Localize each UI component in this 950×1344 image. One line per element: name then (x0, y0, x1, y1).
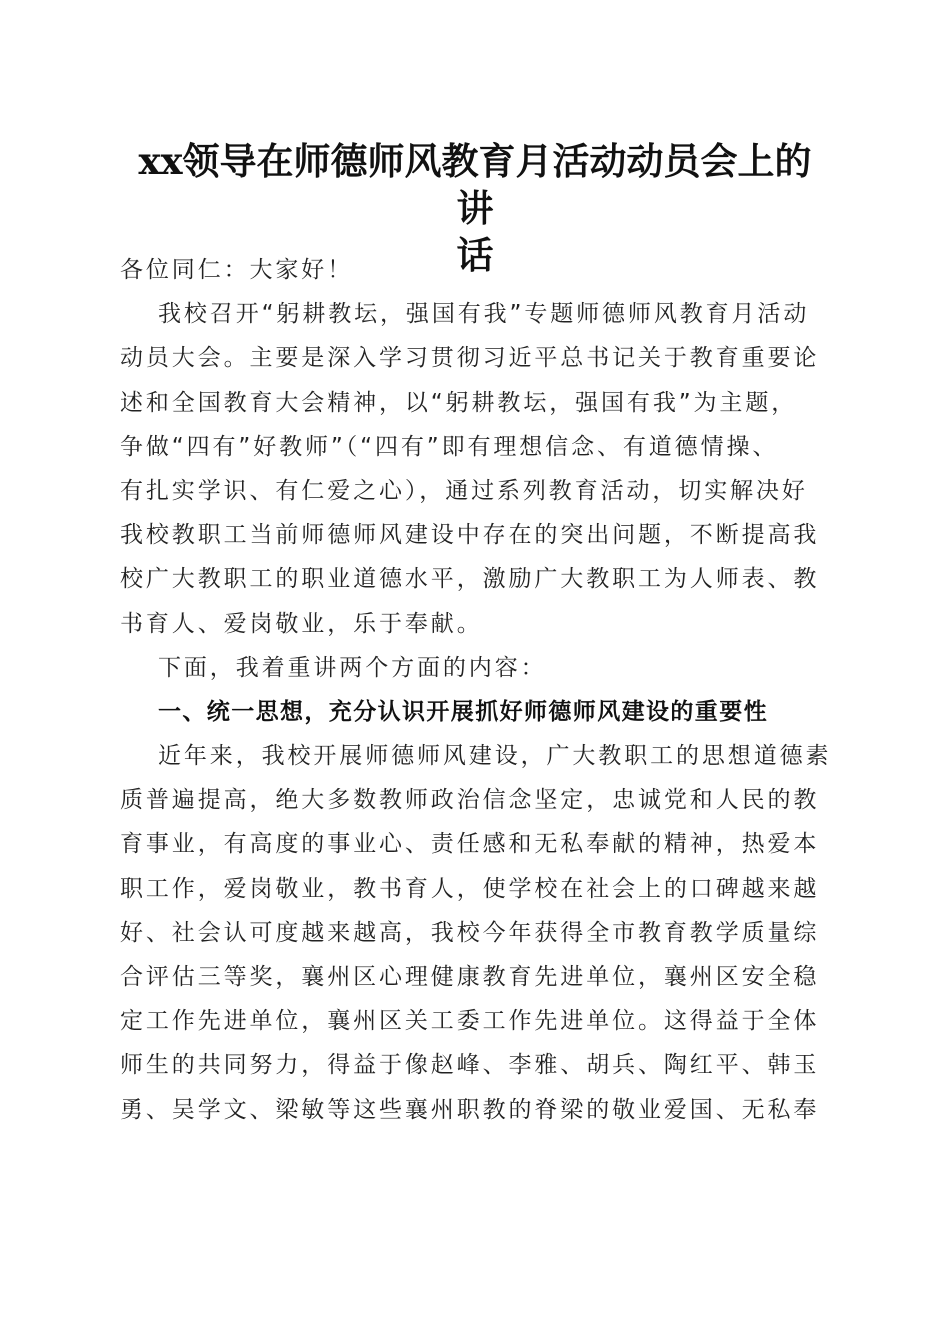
paragraph-line: 书育人、爱岗敬业，乐于奉献。 (120, 610, 483, 637)
section-heading: 一、统一思想，充分认识开展抓好师德师风建设的重要性 (158, 698, 768, 725)
paragraph-line: 师生的共同努力，得益于像赵峰、李雅、胡兵、陶红平、韩玉 (120, 1052, 820, 1079)
paragraph-line: 合评估三等奖，襄州区心理健康教育先进单位，襄州区安全稳 (120, 964, 820, 990)
paragraph-line: 好、社会认可度越来越高，我校今年获得全市教育教学质量综 (120, 919, 820, 946)
paragraph-line: 育事业，有高度的事业心、责任感和无私奉献的精神，热爱本 (120, 831, 820, 858)
paragraph-line: 争做“四有”好教师”（“四有”即有理想信念、有道德情操、 (120, 433, 779, 460)
title-line-1: xx领导在师德师风教育月活动动员会上的讲 (138, 139, 812, 230)
paragraph-line: 我校召开“躬耕教坛，强国有我”专题师德师风教育月活动 (158, 301, 810, 328)
paragraph-line: 质普遍提高，绝大多数教师政治信念坚定，忠诚党和人民的教 (120, 787, 820, 814)
paragraph-line: 述和全国教育大会精神，以“躬耕教坛，强国有我”为主题， (120, 389, 798, 416)
paragraph-line: 我校教职工当前师德师风建设中存在的突出问题，不断提高我 (120, 522, 820, 549)
document-body (120, 248, 830, 1132)
title-line-2: 话 (456, 233, 494, 277)
paragraph-line: 近年来，我校开展师德师风建设，广大教职工的思想道德素 (158, 743, 832, 770)
salutation: 各位同仁：大家好！ (120, 257, 354, 283)
paragraph-line: 职工作，爱岗敬业，教书育人，使学校在社会上的口碑越来越 (120, 875, 820, 902)
paragraph-line: 校广大教职工的职业道德水平，激励广大教职工为人师表、教 (120, 566, 820, 593)
paragraph-line: 有扎实学识、有仁爱之心），通过系列教育活动，切实解决好 (120, 477, 808, 504)
paragraph-line: 勇、吴学文、梁敏等这些襄州职教的脊梁的敬业爱国、无私奉 (120, 1096, 820, 1123)
paragraph-line: 定工作先进单位，襄州区关工委工作先进单位。这得益于全体 (120, 1008, 820, 1035)
paragraph-line: 动员大会。主要是深入学习贯彻习近平总书记关于教育重要论 (120, 345, 820, 372)
paragraph-line: 下面，我着重讲两个方面的内容： (158, 654, 547, 681)
